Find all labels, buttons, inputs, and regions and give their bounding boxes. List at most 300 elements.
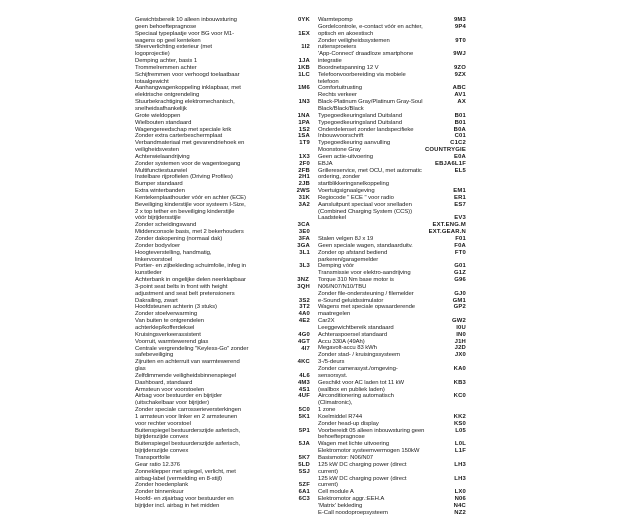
option-description: Rechts verkeer [318, 92, 357, 99]
option-description: E-Call noodoproepsysteem [318, 509, 388, 516]
option-code: 4E2 [298, 318, 310, 325]
option-description: Zelfdimmende veiligheidsbinnenspiegel [135, 372, 236, 379]
option-description: Achterbank in ongelijke delen neerklapbaar 3-point seat belts in front with height adjustment and seat belt pretensioners [135, 277, 246, 297]
option-description: Speciaal typeplaatje voor BG voor M1- wagens op geel kenteken [135, 30, 234, 44]
option-description: Voorbereidt 05 alleen inbouwsturing geen behoeftepragnose [318, 427, 425, 441]
option-code: KK2 [453, 413, 466, 420]
option-description: Accu 330A (49Ah) [318, 338, 365, 345]
option-row [318, 250, 466, 264]
option-row [135, 202, 310, 223]
option-row [318, 476, 466, 490]
option-code: 6A1 [298, 489, 310, 496]
option-row [318, 140, 466, 147]
option-row [135, 65, 310, 72]
option-row [135, 120, 310, 127]
option-description: Extra winterbanden [135, 188, 185, 195]
option-row [318, 99, 466, 113]
option-description: Sfeerverlichting exterieur (met logoprojectie) [135, 44, 213, 58]
option-code: 5C0 [298, 407, 310, 414]
option-code: 6C3 [298, 496, 310, 503]
option-row [318, 72, 466, 86]
option-code: EBJA6L1F [434, 160, 466, 167]
option-row [318, 17, 466, 24]
option-code: 5K1 [298, 413, 310, 420]
option-row [318, 161, 466, 168]
option-code: 4I7 [301, 345, 310, 352]
option-code: 9M3 [453, 17, 466, 23]
option-row [135, 414, 310, 428]
option-row [318, 277, 466, 291]
option-description: Achterwielaandrijving [135, 153, 190, 160]
option-code: 1LC [298, 71, 310, 78]
option-code: KB3 [453, 379, 466, 386]
option-code: 1EX [298, 30, 310, 37]
option-code: GM1 [452, 297, 466, 304]
option-row [135, 174, 310, 181]
option-code: G1Z [453, 270, 466, 277]
option-code: 4KC [297, 359, 310, 366]
option-description: Zonder stad- / kruisingssysteem 3-/5-deurs [318, 352, 400, 366]
option-row [135, 140, 310, 154]
option-description: Geschikt voor AC laden tot 11 kW (wallbox en publiek laden) [318, 379, 405, 393]
option-description: Voertuigsignaalgeving [318, 188, 375, 195]
option-row [318, 243, 466, 250]
option-description: Zonder systemen voor de wagentoegang [135, 160, 241, 167]
option-code: LH3 [454, 461, 466, 468]
option-description: Demping achter, basis 1 [135, 58, 198, 65]
option-code: GP2 [453, 304, 466, 311]
option-row [135, 407, 310, 414]
option-row [135, 72, 310, 86]
option-code: L0L [454, 441, 466, 448]
option-description: Demping vóór [318, 263, 355, 270]
option-code: 3L1 [299, 249, 310, 256]
option-row [135, 387, 310, 394]
option-description: Wielbouten standaard [135, 119, 192, 126]
option-description: Inbouwvoorschrift [318, 133, 364, 140]
option-description: Typegoedkeuring aanvulling [318, 140, 391, 147]
option-code: C01 [454, 133, 466, 140]
option-description: Elektromotor systeemvermogen 150kW Basismotor: N06/N07 [318, 448, 420, 461]
option-row [318, 304, 466, 318]
option-description: Middenconsole basis, met 2 bekerhouders [135, 229, 244, 236]
option-description: Geen actie-uitvoering [318, 153, 373, 160]
option-row [318, 92, 466, 99]
option-row [318, 441, 466, 448]
option-description: Megavolt-accu 83 kWh [318, 345, 377, 352]
option-row [318, 332, 466, 339]
option-code: 3CA [297, 222, 310, 229]
option-row [318, 448, 466, 462]
option-code: 4UF [298, 393, 310, 400]
option-row [318, 291, 466, 298]
option-row [135, 393, 310, 407]
option-code: I0U [456, 324, 466, 331]
option-code: 1T9 [299, 140, 310, 147]
option-description: Zonder stoelverwarming [135, 311, 198, 318]
option-code: KC0 [453, 393, 466, 400]
option-description: Telefoonvoorbereiding via mobiele telefoon [318, 71, 406, 85]
option-description: Leeggewichtbereik standaard [318, 324, 394, 331]
option-description: Grillereservice, met OCU, met automatic ordering, zonder [318, 167, 422, 181]
option-code: G96 [454, 277, 466, 284]
option-row [135, 113, 310, 120]
option-row [135, 455, 310, 462]
option-code: 4A0 [298, 311, 310, 318]
option-row [318, 393, 466, 414]
option-description: Black-Platinum Gray/Platinum Gray-Soul Black/Black/Black [318, 99, 423, 112]
option-row [135, 195, 310, 202]
option-description: Zonneklepper met spiegel, verlicht, met airbag-label (vermelding en 8-stijl) [135, 468, 236, 482]
option-description: 1 armsteun voor linker en 2 armsteunen voor rechter voorstoel [135, 413, 238, 427]
option-description: Dashboard, standaard [135, 379, 193, 386]
option-row [318, 345, 466, 352]
option-code: EM1 [453, 188, 466, 195]
option-list-left [135, 17, 310, 510]
option-list-right [318, 17, 466, 517]
option-code: ER1 [453, 194, 466, 201]
option-description: Onderdelenset zonder landspecifieke [318, 126, 414, 133]
option-row [318, 154, 466, 161]
option-code: IN0 [456, 331, 466, 338]
option-row [135, 311, 310, 318]
option-description: Verbandmateriaal met gevarendriehoek en veiligheidsvesten [135, 140, 245, 154]
option-code: 5ZF [298, 482, 310, 489]
option-row [135, 85, 310, 99]
option-description: Laadstekel [318, 215, 346, 222]
option-description: Zijruiten en achterruit van warmtewerend glas [135, 359, 240, 373]
option-code: 3T2 [299, 304, 310, 311]
option-row [135, 441, 310, 455]
option-row [318, 428, 466, 442]
option-description: Gordelcontrole, e-contact vóór en achter, optisch en akoestisch [318, 23, 423, 37]
option-description: Hoofd- en zijairbag voor bestuurder en bijrijder incl. airbag in het midden [135, 496, 234, 509]
option-code: N4C [453, 502, 466, 509]
option-row [318, 181, 466, 188]
option-description: Zonder dakopening (normaal dak) [135, 236, 223, 242]
option-row [135, 243, 310, 250]
option-code: ES7 [454, 201, 466, 208]
option-code: 1KB [297, 64, 310, 71]
option-row [318, 380, 466, 394]
option-description: 'App-Connect' draadloze smartphone integratie [318, 51, 414, 65]
option-code: KS0 [453, 420, 466, 427]
option-code: 4G0 [298, 331, 310, 338]
option-row [135, 31, 310, 45]
option-description: Wagengereedschap met speciale krik [135, 126, 232, 133]
option-code: 3S2 [298, 297, 310, 304]
option-code: EXT.ENG.M [432, 222, 466, 229]
option-description: Torque 310 Nm base motor is N06/N07/N10/TBU [318, 277, 394, 290]
option-code: B01 [454, 112, 466, 119]
option-description: Comfortuitrusting [318, 85, 363, 92]
option-code: FT0 [454, 249, 466, 256]
option-row [318, 133, 466, 140]
option-row [318, 168, 466, 182]
option-description: Car2X [318, 318, 335, 325]
option-description: Instelbare rijprofielen (Driving Profiles) [135, 174, 233, 181]
option-row [135, 250, 310, 264]
option-row [135, 277, 310, 298]
option-description: Zonder head-up display [318, 420, 379, 427]
option-code: 1JA [298, 58, 310, 65]
option-code: 3NZ 3QH [297, 277, 310, 290]
option-row [318, 120, 466, 127]
option-row [318, 85, 466, 92]
option-description: Hoogteverstelling, handmatig, linkervoorstoel [135, 249, 212, 263]
option-row [135, 229, 310, 236]
option-description: Bumper standaard [135, 181, 183, 188]
option-description: Airbag voor bestuurder en bijrijder (uitschakelbaar voor bijrijder) [135, 393, 222, 407]
option-description: Gewichtsbereik 10 alleen inbouwsturing geen behoeftepragnose [135, 17, 237, 30]
option-code: 2JB [298, 181, 310, 188]
option-description: Buitenspiegel bestuurderszijde asferisch, bijrijderszijde convex [135, 427, 241, 441]
option-row [318, 489, 466, 496]
option-row [135, 99, 310, 113]
option-row [135, 469, 310, 483]
option-description: Moonstone Gray [318, 147, 361, 154]
option-code: 2FB [298, 167, 310, 174]
option-code: L05 [455, 427, 466, 434]
option-row [135, 359, 310, 373]
option-code: 2F0 [299, 160, 310, 167]
option-row [135, 181, 310, 188]
option-code: 1I2 [301, 44, 310, 51]
option-row [135, 133, 310, 140]
option-row [318, 65, 466, 72]
option-description: Geen speciale wagen, standaarduitv. [318, 242, 413, 249]
option-row [135, 58, 310, 65]
option-description: Wagens met speciale opwaarderende maatregelen [318, 304, 416, 318]
option-row [318, 462, 466, 476]
option-row [318, 270, 466, 277]
option-description: startblikkeringsnelkoppeling [318, 181, 389, 188]
option-code: GJ0 [454, 290, 466, 297]
option-description: 125 kW DC charging power (direct current) [318, 475, 407, 489]
option-description: Beveiliging kinderstijle voor systeem I-Size, 2 x top tether en beveiliging kinderstijle vóór bijrijdersstijle [135, 201, 246, 222]
option-description: Stuurbekrachtiging elektromechanisch, snelheidsafhankelijk [135, 99, 235, 112]
option-description: Van buiten te ontgrendelen achterklep/kofferdeksel [135, 318, 205, 331]
option-description: Grote wieldoppen [135, 112, 181, 119]
option-code: 1S2 [298, 126, 310, 133]
option-code: J2D [454, 345, 466, 352]
option-row [318, 421, 466, 428]
option-description: Boordnetspanning 12 V [318, 64, 379, 71]
option-code: NZ2 [454, 509, 466, 516]
option-description: Achteraspoersel standaard [318, 331, 388, 338]
option-code: 1PA [298, 119, 310, 126]
option-code: LH3 [454, 475, 466, 482]
option-row [135, 462, 310, 469]
option-code: 9P4 [454, 23, 466, 30]
option-code: JX0 [454, 352, 466, 359]
option-code: 1NA [297, 112, 310, 119]
option-row [135, 428, 310, 442]
option-row [318, 113, 466, 120]
option-description: Wagen met lichte uitvoering [318, 441, 390, 448]
option-code: AX [457, 99, 466, 106]
option-code: 2WS [296, 188, 310, 195]
option-code: B0A [453, 126, 466, 133]
option-description: Typegoedkeuringsland Duitsland [318, 112, 402, 119]
option-row [135, 236, 310, 243]
option-code: 9ZX [454, 71, 466, 78]
option-description: Zonder op afstand bediend parkeren/garagemelder [318, 249, 388, 263]
option-description: 'Matrix' bekleding [318, 502, 363, 509]
option-code: F0A [454, 242, 466, 249]
option-row [135, 44, 310, 58]
option-description: Dakrailing, zwart [135, 297, 178, 304]
option-code: KA0 [453, 366, 466, 372]
option-row [135, 17, 310, 31]
option-description: Typegoedkeuringsland Duitsland [318, 119, 402, 126]
option-row [318, 510, 466, 517]
option-description: Zonder extra carterbeschermplaat [135, 133, 223, 140]
option-row [135, 263, 310, 277]
option-description: Trommelremmen achter [135, 64, 197, 71]
option-description: Schijfremmen voor verhoogd toelaatbaar totaalgewicht [135, 71, 240, 85]
option-code: F01 [455, 235, 466, 242]
option-description: Transmissie voor elektro-aandrijving [318, 270, 411, 277]
option-description: Zonder bodyvloer [135, 242, 181, 249]
option-row [135, 318, 310, 332]
option-row [318, 352, 466, 366]
option-row [318, 195, 466, 202]
option-row [318, 298, 466, 305]
option-row [318, 318, 466, 325]
option-row [318, 51, 466, 65]
option-description: Cell module A [318, 489, 354, 496]
option-description: Airconditionering automatisch (Climatronic), 1 zone [318, 393, 394, 414]
option-code: 5P1 [298, 427, 310, 434]
option-description: Multifunctiestuurwiel [135, 167, 187, 174]
option-description: Transportfolie [135, 455, 171, 461]
option-description: Kentekenplaathouder vóór en achter (ECE) [135, 194, 246, 201]
option-code: L1F [454, 448, 466, 455]
option-code: EL5 [454, 167, 466, 174]
option-description: Portier- en zijbekleding schuimfolie, infeg in kunstleder [135, 263, 246, 277]
option-description: Gear ratio 12.376 [135, 461, 180, 468]
option-code: 1X3 [298, 153, 310, 160]
option-row [318, 202, 466, 216]
option-row [318, 236, 466, 243]
option-code: 9T0 [455, 37, 466, 44]
option-code: 0YK [297, 17, 310, 23]
option-code: 4GT [297, 338, 310, 345]
option-description: Zonder scheidingswand [135, 222, 197, 229]
option-row [135, 489, 310, 496]
option-row [318, 503, 466, 510]
option-code: E0A [453, 153, 466, 160]
option-code: EXT.GEAR.N [428, 229, 466, 236]
option-code: ABC [452, 85, 466, 92]
option-description: Zonder file-ondersteuning / filemelder [318, 290, 414, 297]
option-description: Regiocode " ECE " voor radio [318, 194, 394, 201]
option-code: 2H1 [298, 174, 310, 181]
option-code: 31K [298, 194, 310, 201]
option-description: Zonder binnenkuur [135, 489, 184, 496]
option-description: Koelmiddel R744 [318, 413, 363, 420]
option-row [135, 168, 310, 175]
option-row [135, 127, 310, 134]
option-description: Stalen velgen 8J x 19 [318, 235, 374, 242]
option-row [135, 161, 310, 168]
option-row [318, 24, 466, 38]
option-code: 9WJ [453, 51, 466, 58]
option-description: Elektromotor aggr.:EEH.A [318, 496, 385, 503]
option-row [318, 38, 466, 52]
option-code: COUNTRYGIE [424, 147, 466, 154]
option-row [135, 332, 310, 339]
option-code: G01 [454, 263, 466, 270]
option-row [135, 222, 310, 229]
option-code: 3FA [298, 236, 310, 242]
option-row [135, 154, 310, 161]
option-description: Zonder hoedenplank [135, 482, 189, 489]
option-code: 3L3 [299, 263, 310, 270]
option-description: Armsteun voor voorstoelen [135, 386, 205, 393]
option-code: J1H [454, 338, 466, 345]
option-row [135, 298, 310, 305]
option-code: B01 [454, 119, 466, 126]
option-description: Zonder speciale carrosserieversterkingen [135, 407, 242, 414]
option-code: EV3 [454, 215, 466, 222]
option-code: 4L6 [299, 372, 310, 379]
option-code: 5LD [298, 461, 310, 468]
option-row [135, 380, 310, 387]
option-description: Hoofdsteunen achterin (3 stuks) [135, 304, 217, 311]
option-description: e-Sound geluidssimulator [318, 297, 384, 304]
option-row [318, 366, 466, 380]
option-code: AV1 [454, 92, 466, 99]
option-code: GW2 [451, 318, 466, 325]
option-row [318, 325, 466, 332]
option-row [135, 339, 310, 346]
option-code: 4M3 [297, 379, 310, 386]
option-row [135, 496, 310, 510]
option-description: Warmtepomp [318, 17, 353, 23]
option-row [135, 304, 310, 311]
option-code: 5JA [298, 441, 310, 448]
option-code: 4S1 [298, 386, 310, 393]
option-row [318, 263, 466, 270]
option-row [318, 222, 466, 229]
option-description: Aansluitpunt speciaal voor snelladen (Combined Charging System (CCS)) [318, 201, 412, 215]
option-code: 1M6 [297, 85, 310, 92]
option-row [318, 229, 466, 236]
option-row [318, 339, 466, 346]
option-description: 125 kW DC charging power (direct current) [318, 461, 407, 475]
option-row [318, 147, 466, 154]
option-code: 1N3 [298, 99, 310, 106]
option-row [318, 414, 466, 421]
option-description: Centrale vergrendeling "Keyless-Go" zonder safebeveiliging [135, 345, 249, 359]
option-description: Zonder camerasyst./omgeving- sensorsyst. [318, 366, 398, 379]
option-code: 9ZO [453, 64, 466, 71]
option-description: Voorruit, warmtewerend glas [135, 338, 209, 345]
option-row [318, 496, 466, 503]
option-row [135, 188, 310, 195]
option-code: C1C2 [450, 140, 466, 147]
option-row [135, 482, 310, 489]
option-code: 3A2 [298, 201, 310, 208]
option-row [318, 188, 466, 195]
option-description: EBJA [318, 160, 333, 167]
option-description: Aanhangwagenkoppeling inklapbaar, met elektrische ontgrendeling [135, 85, 241, 99]
option-description: Kruisingsverkeerassistent [135, 331, 201, 338]
option-code: 5SJ [298, 468, 310, 475]
option-code: LX0 [454, 489, 466, 496]
